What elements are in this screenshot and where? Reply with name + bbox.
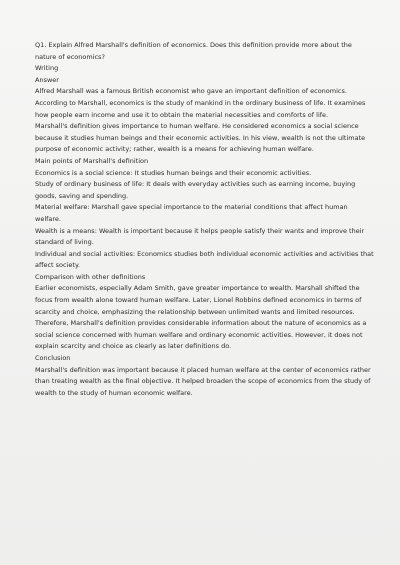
point-material-welfare: Material welfare: Marshall gave special importance to the material conditions that affect human welfare.	[35, 203, 348, 223]
writing-label: Writing	[35, 64, 59, 73]
comparison-heading: Comparison with other definitions	[35, 272, 146, 281]
question-text: Q1. Explain Alfred Marshall's definition of economics. Does this definition provide more about the nature of economics?	[35, 41, 352, 61]
point-wealth-means: Wealth is a means: Wealth is important because it helps people satisfy their wants and improve their standard of living.	[35, 226, 365, 247]
answer-heading: Answer	[35, 75, 59, 84]
main-points-heading: Main points of Marshall's definition	[35, 156, 149, 165]
point-ordinary-business: Study of ordinary business of life: It deals with everyday activities such as earning income, buying goods, saving and spending.	[35, 180, 356, 200]
paragraph-conclusion: Marshall's definition was important because it placed human welfare at the center of economics rather than treating wealth as the final objective. It helped broaden the scope of economics from the study of wealth to the study of human economic welfare.	[35, 365, 371, 397]
point-individual-social: Individual and social activities: Economics studies both individual economic activities and activities that affect society.	[35, 249, 374, 270]
document-body	[35, 40, 375, 399]
paragraph-intro: Alfred Marshall was a famous British economist who gave an important definition of economics. According to Marshall, economics is the study of mankind in the ordinary business of life. It examines how people earn income and use it to obtain the material necessities and comforts of life.	[35, 87, 366, 119]
paragraph-welfare: Marshall's definition gives importance to human welfare. He considered economics a social science because it studies human beings and their economic activities. In his view, wealth is not the ultimate purpose of economic activity; rather, wealth is a means for achieving human welfare.	[35, 122, 366, 154]
paragraph-comparison: Earlier economists, especially Adam Smith, gave greater importance to wealth. Marshall shifted the focus from wealth alone toward human welfare. Later, Lionel Robbins defined economics in terms of scarcity and choice, emphasizing the relationship between unlimited wants and limited resources.	[35, 284, 362, 316]
conclusion-heading: Conclusion	[35, 354, 71, 363]
point-social-science: Economics is a social science: It studies human beings and their economic activities.	[35, 168, 312, 177]
paragraph-therefore: Therefore, Marshall's definition provides considerable information about the nature of economics as a social science concerned with human welfare and ordinary economic activities. However, it does not explain scarcity and choice as clearly as later definitions do.	[35, 319, 367, 351]
